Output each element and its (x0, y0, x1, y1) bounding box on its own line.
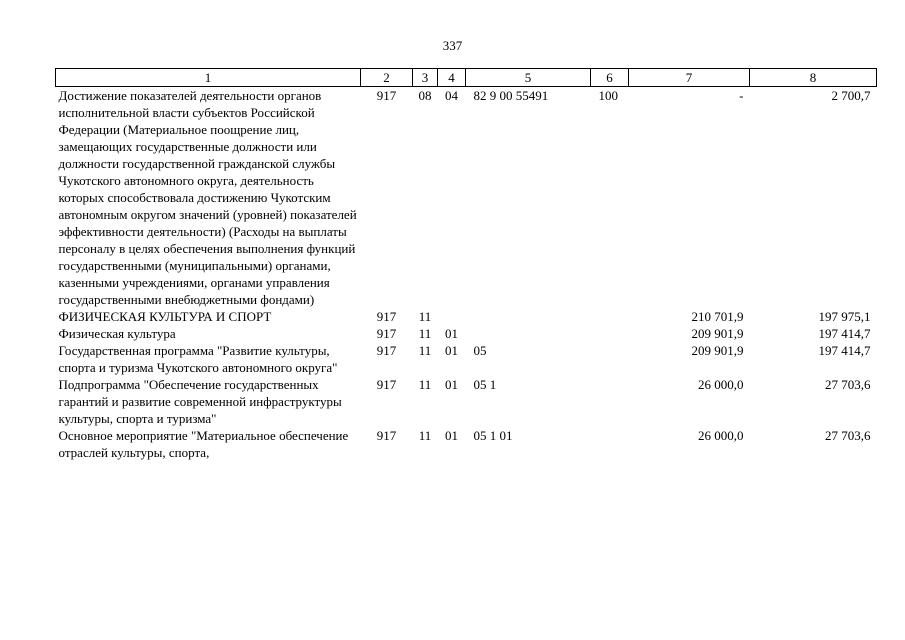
row-amount-2: 27 703,6 (825, 428, 871, 443)
row-code-target: 05 1 01 (473, 428, 513, 443)
row-code-ministry: 917 (376, 428, 397, 443)
row-code-ministry: 917 (376, 377, 397, 392)
row-code-expense-type (591, 325, 629, 342)
row-amount-2: 197 414,7 (818, 343, 871, 358)
row-amount-2: 27 703,6 (825, 377, 871, 392)
row-code-subsection: 01 (445, 428, 458, 443)
row-amount-1: - (739, 88, 744, 103)
row-code-expense-type (591, 342, 629, 376)
row-code-section: 11 (418, 309, 432, 324)
column-header-3: 3 (413, 69, 438, 87)
row-amount-1: 210 701,9 (691, 309, 744, 324)
page-number: 337 (442, 38, 463, 53)
table-row (56, 87, 877, 309)
row-code-ministry: 917 (376, 343, 397, 358)
row-code-section: 11 (418, 326, 432, 341)
column-header-2: 2 (361, 69, 413, 87)
row-code-expense-type (591, 376, 629, 427)
row-code-subsection: 01 (445, 377, 458, 392)
table-row (56, 342, 877, 376)
row-code-ministry: 917 (376, 326, 397, 341)
row-code-section: 11 (418, 428, 432, 443)
row-amount-1: 26 000,0 (698, 428, 744, 443)
row-code-ministry: 917 (376, 88, 397, 103)
row-code-subsection: 01 (445, 343, 458, 358)
row-code-section: 11 (418, 377, 432, 392)
table-row (56, 325, 877, 342)
row-code-section: 08 (418, 88, 432, 103)
column-header-7: 7 (629, 69, 750, 87)
row-name: Государственная программа "Развитие культуры, спорта и туризма Чукотского автономного округа" (58, 343, 338, 375)
table-row (56, 376, 877, 427)
row-name: ФИЗИЧЕСКАЯ КУЛЬТУРА И СПОРТ (58, 309, 272, 324)
row-name: Основное мероприятие "Материальное обеспечение отраслей культуры, спорта, (58, 428, 349, 460)
row-code-target: 82 9 00 55491 (473, 88, 549, 103)
row-amount-1: 209 901,9 (691, 326, 744, 341)
column-header-5: 5 (466, 69, 591, 87)
row-code-expense-type (591, 308, 629, 325)
row-code-expense-type: 100 (598, 88, 618, 103)
row-amount-1: 209 901,9 (691, 343, 744, 358)
row-amount-2: 2 700,7 (831, 88, 871, 103)
column-header-1: 1 (56, 69, 361, 87)
table-header-row (56, 69, 877, 87)
column-header-6: 6 (591, 69, 629, 87)
row-code-subsection (438, 308, 466, 325)
row-code-target (466, 308, 591, 325)
row-amount-1: 26 000,0 (698, 377, 744, 392)
row-code-target: 05 1 (473, 377, 497, 392)
row-code-subsection: 01 (445, 326, 458, 341)
row-code-ministry: 917 (376, 309, 397, 324)
row-code-section: 11 (418, 343, 432, 358)
row-name: Физическая культура (58, 326, 176, 341)
budget-table (55, 68, 877, 461)
row-code-expense-type (591, 427, 629, 461)
row-amount-2: 197 975,1 (818, 309, 871, 324)
row-code-target (466, 325, 591, 342)
column-header-4: 4 (438, 69, 466, 87)
table-row (56, 427, 877, 461)
row-code-target: 05 (473, 343, 487, 358)
row-code-subsection: 04 (445, 88, 458, 103)
row-name: Достижение показателей деятельности органов исполнительной власти субъектов Российской Федерации (Материальное поощрение лиц, замещающих государственные должности или должности государственной гражданской службы Чукотского автономного округа, деятельность которых способствовала достижению Чукотским автономным округом значений (уровней) показателей эффективности деятельности) (Расходы на выплаты персоналу в целях обеспечения выполнения функций государственными (муниципальными) органами, казенными учреждениями, органами управления государственными внебюджетными фондами) (58, 88, 357, 307)
row-amount-2: 197 414,7 (818, 326, 871, 341)
row-name: Подпрограмма "Обеспечение государственных гарантий и развитие современной инфраструктуры культуры, спорта и туризма" (58, 377, 342, 426)
column-header-8: 8 (750, 69, 877, 87)
table-row (56, 308, 877, 325)
